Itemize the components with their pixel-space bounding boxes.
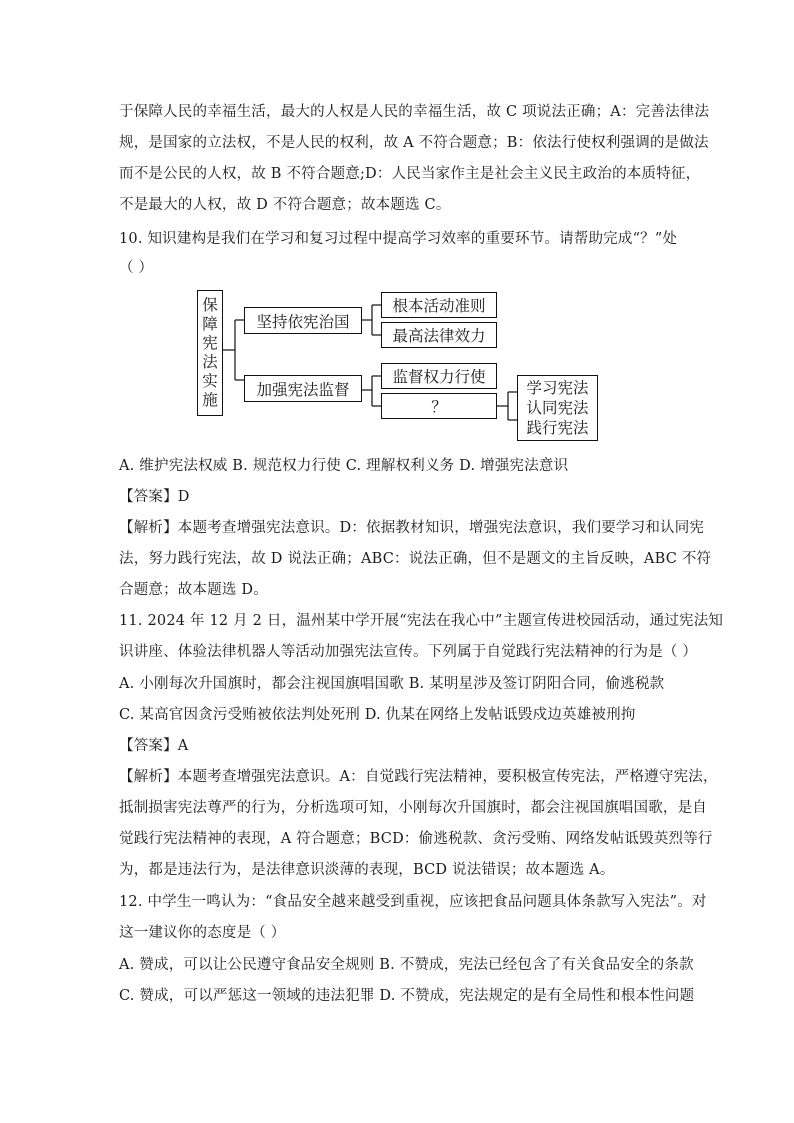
- question-12-options: C. 赞成，可以严惩这一领域的违法犯罪 D. 不赞成，宪法规定的是有全局性和根本性问题: [119, 988, 695, 1004]
- question-11-analysis: 为，都是违法行为，是法律意识淡薄的表现，BCD 说法错误；故本题选 A。: [119, 862, 615, 878]
- question-10-answer: 【答案】D: [119, 489, 190, 505]
- question-10-analysis: 合题意；故本题选 D。: [119, 582, 268, 598]
- question-12-options: A. 赞成，可以让公民遵守食品安全规则 B. 不赞成，宪法已经包含了有关食品安全的条款: [119, 957, 694, 973]
- diagram-root-box: [197, 290, 223, 416]
- text-line: 而不是公民的人权，故 B 不符合题意;D：人民当家作主是社会主义民主政治的本质特征，: [119, 166, 701, 182]
- diagram-branch2-child: 监督权力行使: [381, 363, 497, 389]
- root-char: 宪: [202, 334, 218, 352]
- text-line: 不是最大的人权，故 D 不符合题意；故本题选 C。: [119, 197, 451, 213]
- diagram-branch1-box: 坚持依宪治国: [244, 307, 362, 334]
- question-10-stem: 10. 知识建构是我们在学习和复习过程中提高学习效率的重要环节。请帮助完成“？”处: [119, 231, 678, 247]
- root-char: 保: [202, 296, 218, 314]
- question-11-stem: 识讲座、体验法律机器人等活动加强宪法宣传。下列属于自觉践行宪法精神的行为是（ ）: [119, 644, 698, 660]
- question-11-analysis: 【解析】本题考查增强宪法意识。A：自觉践行宪法精神，要积极宣传宪法，严格遵守宪法，: [119, 769, 718, 785]
- question-10-bracket: （ ）: [119, 260, 154, 276]
- question-11-stem: 11. 2024 年 12 月 2 日，温州某中学开展“宪法在我心中”主题宣传进校园活动，通过宪法知: [119, 613, 724, 629]
- result-line: 认同宪法: [526, 399, 589, 417]
- diagram-branch2-box: 加强宪法监督: [244, 375, 362, 402]
- question-11-options: C. 某高官因贪污受贿被依法判处死刑 D. 仇某在网络上发帖诋毁戍边英雄被刑拘: [119, 707, 636, 723]
- question-11-options: A. 小刚每次升国旗时，都会注视国旗唱国歌 B. 某明星涉及签订阴阳合同，偷逃税款: [119, 676, 665, 692]
- question-10-analysis: 【解析】本题考查增强宪法意识。D：依据教材知识，增强宪法意识，我们要学习和认同宪: [119, 520, 705, 536]
- question-10-options: A. 维护宪法权威 B. 规范权力行使 C. 理解权利义务 D. 增强宪法意识: [119, 458, 569, 474]
- question-11-analysis: 抵制损害宪法尊严的行为，分析选项可知，小刚每次升国旗时，都会注视国旗唱国歌，是自: [119, 800, 707, 816]
- question-10-analysis: 法，努力践行宪法，故 D 说法正确；ABC：说法正确，但不是题文的主旨反映，ABC 不符: [119, 551, 712, 567]
- text-line: 于保障人民的幸福生活，最大的人权是人民的幸福生活，故 C 项说法正确；A：完善法律法: [119, 104, 710, 120]
- text-line: 规，是国家的立法权，不是人民的权利，故 A 不符合题意；B：依法行使权利强调的是做法: [119, 135, 709, 151]
- question-12-stem: 这一建议你的态度是（ ）: [119, 925, 286, 941]
- root-char: 障: [202, 315, 218, 333]
- question-11-analysis: 觉践行宪法精神的表现，A 符合题意；BCD：偷逃税款、贪污受贿、网络发帖诋毁英烈等行: [119, 831, 713, 847]
- root-char: 实: [202, 372, 218, 390]
- diagram-branch1-child: 根本活动准则: [381, 292, 497, 318]
- diagram-result-box: [517, 375, 598, 441]
- question-12-stem: 12. 中学生一鸣认为：“食品安全越来越受到重视，应该把食品问题具体条款写入宪法”。对: [119, 894, 707, 910]
- root-char: 施: [202, 391, 218, 409]
- result-line: 践行宪法: [526, 419, 589, 437]
- question-11-answer: 【答案】A: [119, 738, 189, 754]
- diagram-blank-box: ？: [381, 393, 497, 419]
- result-line: 学习宪法: [526, 379, 589, 397]
- root-char: 法: [202, 353, 218, 371]
- diagram-branch1-child: 最高法律效力: [381, 322, 497, 348]
